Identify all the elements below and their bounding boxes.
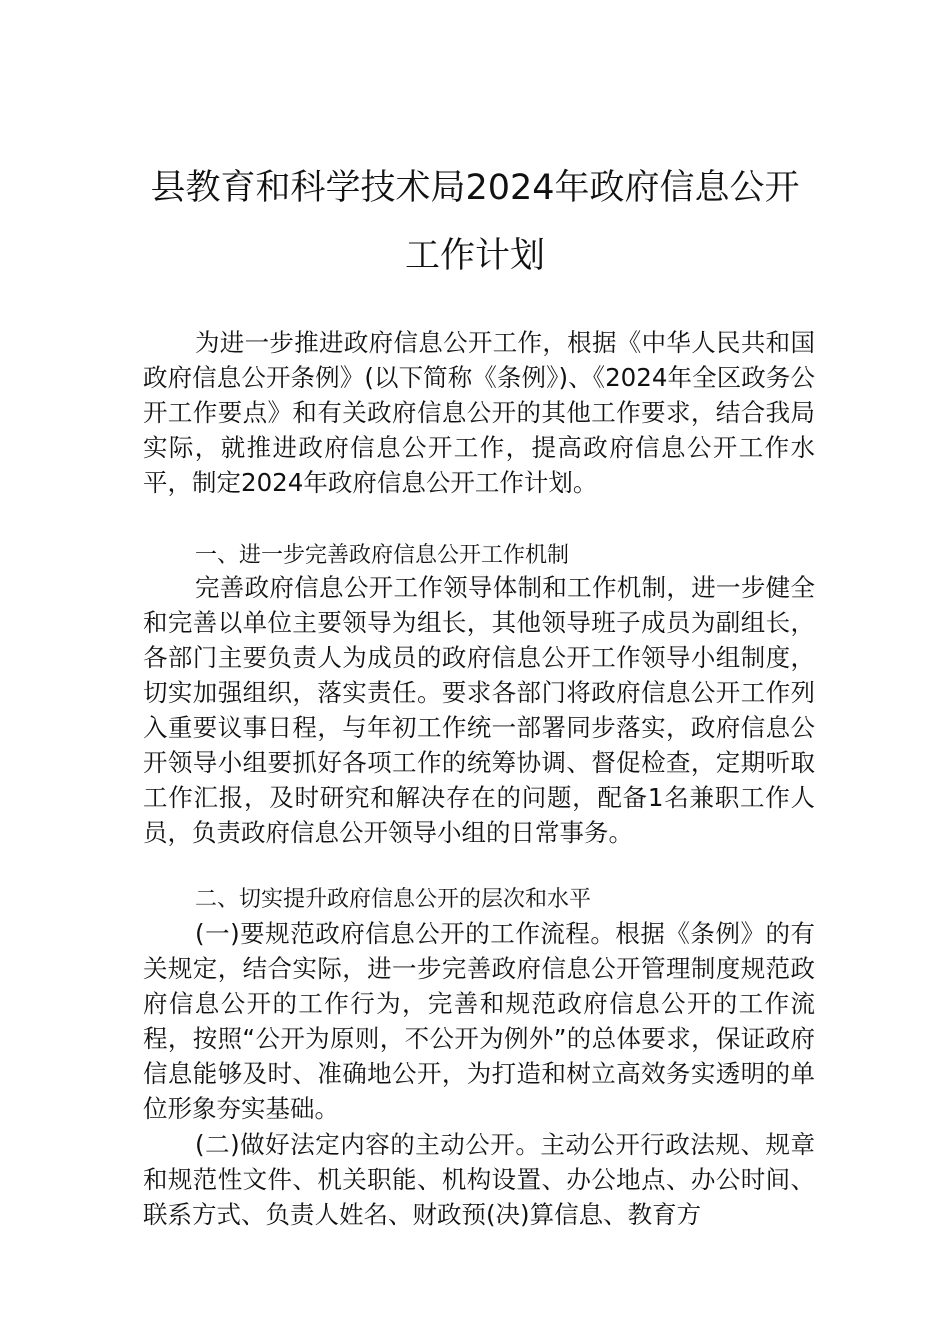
section1-heading: 一、进一步完善政府信息公开工作机制 (195, 543, 570, 568)
document-title-line1: 县教育和科学技术局2024年政府信息公开 (150, 168, 800, 208)
section2-item1-paragraph: (一)要规范政府信息公开的工作流程。根据《条例》的有关规定，结合实际，进一步完善政府信息公开管理制度规范政府信息公开的工作行为，完善和规范政府信息公开的工作流程，按照“公开为原则，不公开为例外”的总体要求，保证政府信息能够及时、准确地公开，为打造和树立高效务实透明的单位形象夯实基础。 (143, 919, 815, 1123)
section1-paragraph: 完善政府信息公开工作领导体制和工作机制，进一步健全和完善以单位主要领导为组长，其他领导班子成员为副组长，各部门主要负责人为成员的政府信息公开工作领导小组制度，切实加强组织，落实责任。要求各部门将政府信息公开工作列入重要议事日程，与年初工作统一部署同步落实，政府信息公开领导小组要抓好各项工作的统筹协调、督促检查，定期听取工作汇报，及时研究和解决存在的问题，配备1名兼职工作人员，负责政府信息公开领导小组的日常事务。 (143, 573, 815, 847)
intro-paragraph: 为进一步推进政府信息公开工作，根据《中华人民共和国政府信息公开条例》(以下简称《条例》)、《2024年全区政务公开工作要点》和有关政府信息公开的其他工作要求，结合我局实际，就推进政府信息公开工作，提高政府信息公开工作水平，制定2024年政府信息公开工作计划。 (143, 328, 815, 497)
section2-item2-paragraph: (二)做好法定内容的主动公开。主动公开行政法规、规章和规范性文件、机关职能、机构设置、办公地点、办公时间、联系方式、负责人姓名、财政预(决)算信息、教育方 (143, 1130, 815, 1229)
document-title-line2: 工作计划 (404, 236, 545, 276)
section2-heading: 二、切实提升政府信息公开的层次和水平 (195, 887, 592, 912)
